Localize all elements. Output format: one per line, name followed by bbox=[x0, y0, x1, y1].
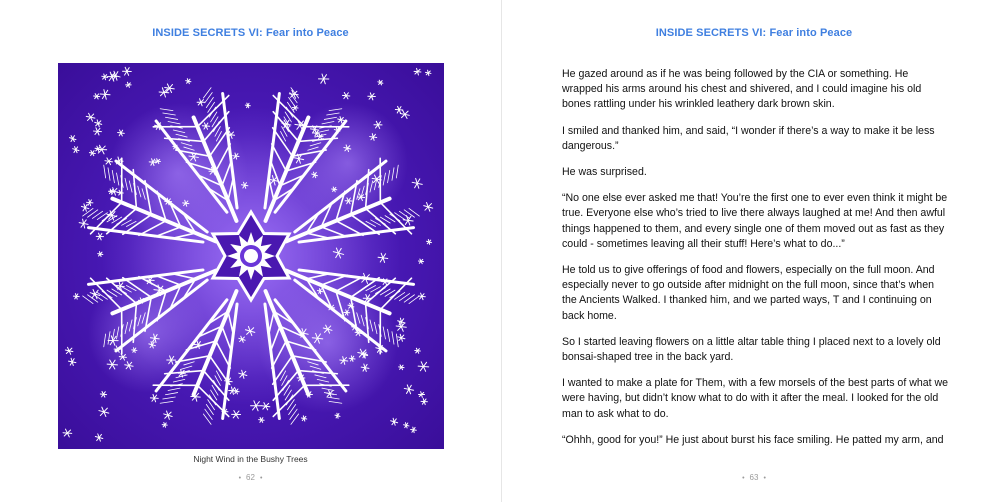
folio-dot-left-a: • bbox=[238, 475, 242, 482]
mandala-artwork bbox=[58, 63, 444, 449]
illustration-caption: Night Wind in the Bushy Trees bbox=[193, 454, 308, 464]
left-page bbox=[0, 0, 502, 502]
folio-dot-right-a: • bbox=[742, 475, 745, 482]
paragraph: “Ohhh, good for you!” He just about burst his face smiling. He patted my arm, and bbox=[562, 433, 944, 446]
paragraph: He was surprised. bbox=[562, 166, 647, 179]
paragraph: He gazed around as if he was being followed by the CIA or something. He wrapped his arms around his chest and shivered, and I could imagine his old bones rattling under his wrinkled leathery dark brown skin. bbox=[562, 68, 922, 111]
body-text bbox=[562, 67, 950, 459]
page-number-right-value: 63 bbox=[749, 473, 759, 482]
paragraph: I wanted to make a plate for Them, with a few morsels of the best parts of what we were having, but didn’t know what to do with it after the meal. I looked for the old man to ask what to do. bbox=[562, 377, 949, 420]
paragraph: He told us to give offerings of food and flowers, especially on the full moon. And especially never to go outside after midnight on the full moon, since that’s when the Ancients Walked. I thanked him, and we parted ways, T and I continuing on back home. bbox=[562, 264, 935, 322]
running-head-left: INSIDE SECRETS VI: Fear into Peace bbox=[152, 27, 349, 39]
page-number-left-value: 62 bbox=[246, 473, 255, 482]
page-number-left bbox=[0, 473, 501, 482]
page-number-right bbox=[503, 473, 1005, 482]
right-page bbox=[503, 0, 1005, 502]
paragraph: I smiled and thanked him, and said, “I wonder if there’s a way to make it be less dangerous.” bbox=[562, 124, 935, 152]
center-sun bbox=[244, 249, 258, 263]
mandala-illustration bbox=[58, 63, 444, 449]
paragraph: “No one else ever asked me that! You’re the first one to ever even think it might be true. Everyone else who’s tried to live there always laughed at me! And then awful things happened to them, and every single one of them moved out as fast as they could - sometimes leaving all their stuff! Here’s what to do...” bbox=[562, 192, 948, 250]
folio-dot-right-b: • bbox=[763, 475, 766, 482]
running-head-right: INSIDE SECRETS VI: Fear into Peace bbox=[655, 27, 853, 39]
paragraph: So I started leaving flowers on a little altar table thing I placed next to a lovely old bonsai-shaped tree in the back yard. bbox=[562, 335, 941, 364]
folio-dot-left-b: • bbox=[259, 475, 263, 482]
